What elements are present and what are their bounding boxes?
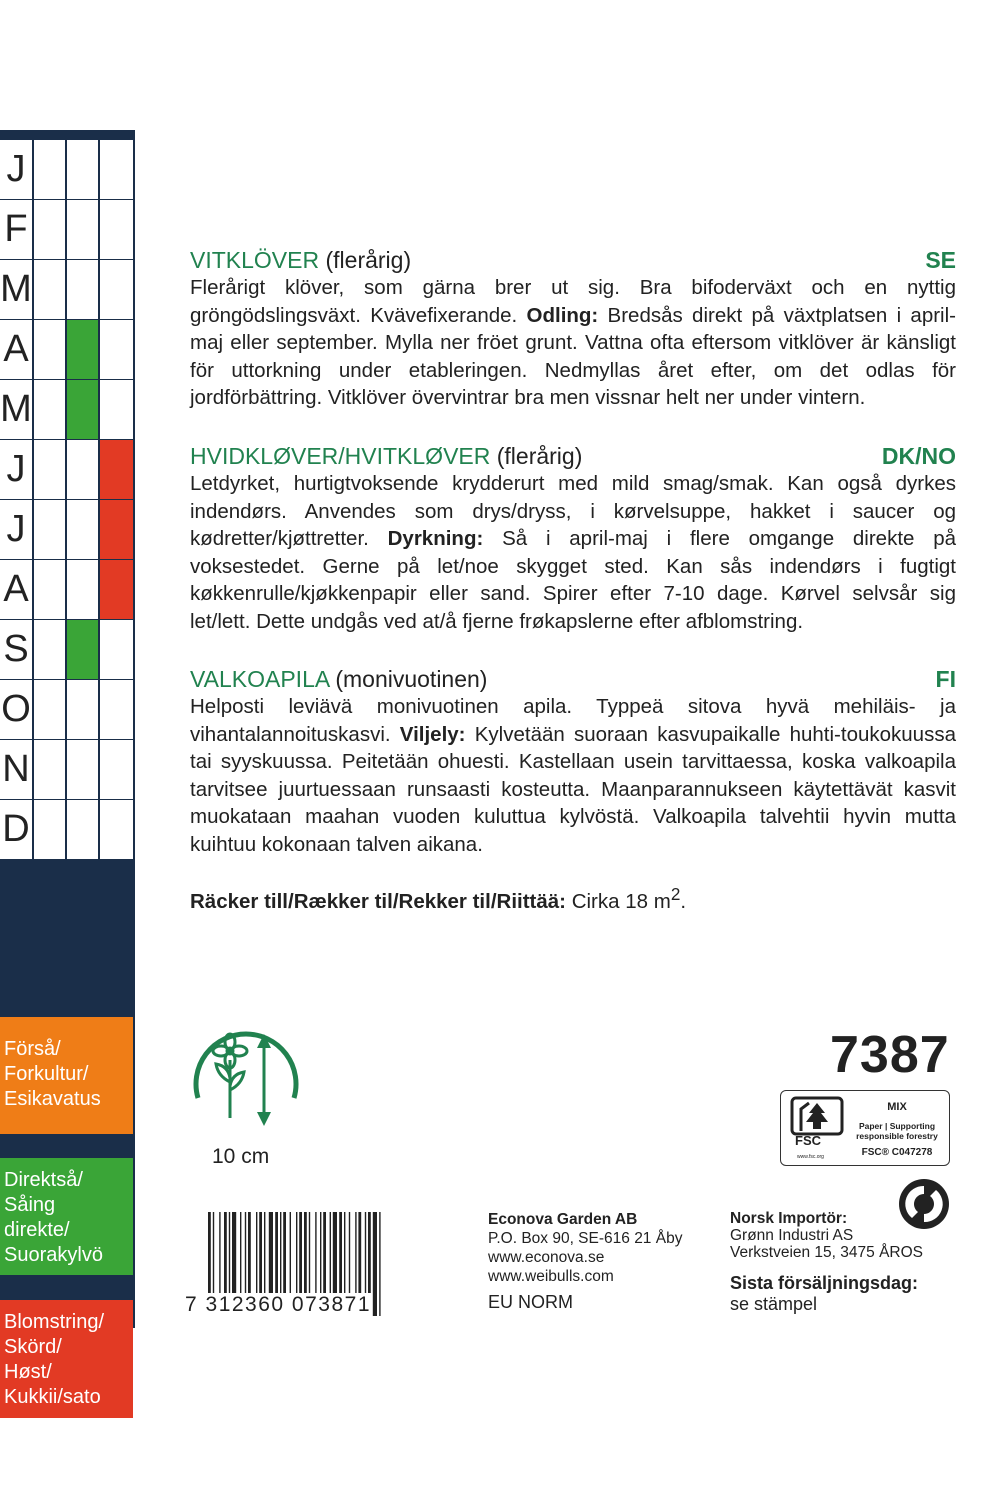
barcode-bar	[219, 1212, 220, 1294]
fsc-mix: MIX	[887, 1101, 907, 1113]
month-cell	[34, 380, 65, 439]
month-cell	[34, 140, 65, 199]
month-cell	[67, 320, 98, 379]
month-cell	[34, 620, 65, 679]
barcode-bar	[256, 1212, 257, 1294]
month-row	[0, 260, 133, 320]
fsc-tree-icon	[789, 1095, 845, 1161]
legend-direct-line: Direktså/	[4, 1169, 83, 1191]
sowing-calendar	[0, 130, 135, 1408]
company-web-2: www.weibulls.com	[488, 1268, 614, 1285]
month-cell	[67, 620, 98, 679]
section-dkno-title: HVIDKLØVER/HVITKLØVER	[190, 443, 491, 469]
section-fi-heading	[190, 665, 956, 693]
month-letter: F	[0, 200, 32, 259]
month-cell	[100, 500, 133, 559]
sales-date-value: se stämpel	[730, 1294, 818, 1314]
legend-direct-sow	[0, 1158, 133, 1275]
section-se-title: VITKLÖVER	[190, 247, 320, 273]
month-letter: J	[0, 440, 32, 499]
coverage-value: Cirka 18 m	[571, 889, 671, 913]
month-row	[0, 380, 133, 440]
month-row	[0, 620, 133, 680]
coverage-sup: 2	[670, 885, 681, 904]
section-se	[190, 246, 956, 412]
importer-info	[730, 1210, 923, 1261]
month-letter: D	[0, 800, 32, 859]
month-cell	[34, 560, 65, 619]
month-row	[0, 320, 133, 380]
barcode-bar	[355, 1212, 356, 1294]
section-dkno-lang: DK/NO	[881, 443, 956, 469]
fsc-desc: Paper | Supporting responsible forestry	[856, 1121, 938, 1141]
month-cell	[67, 680, 98, 739]
month-cell	[67, 200, 98, 259]
barcode-bar	[373, 1212, 377, 1316]
section-se-body	[190, 274, 956, 412]
month-cell	[67, 560, 98, 619]
month-cell	[34, 440, 65, 499]
month-row	[0, 200, 133, 260]
month-row	[0, 740, 133, 800]
fsc-abbr: FSC	[795, 1133, 821, 1148]
plant-spacing-icon	[190, 1020, 302, 1132]
section-dkno-heading	[190, 442, 956, 470]
legend-presow-line: Förså/	[4, 1038, 61, 1060]
month-cell	[100, 800, 133, 859]
month-cell	[100, 620, 133, 679]
section-dkno-bold: Dyrkning:	[387, 527, 484, 550]
legend-direct-line: Såing	[4, 1194, 56, 1216]
barcode-bar	[344, 1212, 345, 1294]
fsc-url: www.fsc.org	[797, 1154, 824, 1160]
legend-bloom-line: Kukkii/sato	[4, 1386, 101, 1408]
barcode-bar	[333, 1212, 337, 1294]
month-cell	[67, 140, 98, 199]
month-cell	[67, 800, 98, 859]
barcode-bar	[224, 1212, 227, 1294]
month-cell	[100, 320, 133, 379]
section-se-lang: SE	[925, 247, 956, 273]
section-fi-bold: Viljely:	[399, 722, 466, 746]
legend-presow-line: Forkultur/	[4, 1063, 89, 1085]
section-se-text: Bredsås direkt på växtplatsen i april-maj eller september. Mylla ner fröet grunt. Vattna ofta eftersom vitklöver är känsligt för uttorkning under etableringen. Nedmyllas året efter, om det odlas för jordförbättring. Vitklöver övervintrar bra men vissnar helt ner under vintern.	[190, 303, 956, 409]
section-dkno-text: Så i april-maj i flere omgange direkte på voksestedet. Gerne på let/noe skygget sted. Kan sås indendørs i fugtigt køkkenrulle/kjøkkenpapir eller sand. Spirer efter 7-10 dage. Kørvel selvsår sig let/lett. Dette undgås ved at/å fjerne frøkapslerne efter afblomstring.	[190, 527, 956, 633]
company-info	[488, 1210, 682, 1286]
barcode-bar	[323, 1212, 326, 1294]
legend-bloom-harvest	[0, 1300, 133, 1418]
month-row	[0, 140, 133, 200]
coverage-end: .	[680, 889, 687, 913]
section-fi-body	[190, 693, 956, 858]
sales-date	[730, 1273, 918, 1315]
month-letter: O	[0, 680, 32, 739]
eu-norm: EU NORM	[488, 1292, 573, 1312]
month-cell	[34, 500, 65, 559]
legend-direct-line: direkte/	[4, 1219, 70, 1241]
month-row	[0, 800, 133, 860]
month-cell	[34, 320, 65, 379]
legend-bloom-line: Høst/	[4, 1361, 52, 1383]
month-cell	[67, 740, 98, 799]
month-cell	[34, 680, 65, 739]
section-fi-text: Helposti leviävä monivuotinen apila. Typpeä sitova hyvä mehiläis- ja vihantalannoituskasvi.	[190, 695, 956, 746]
month-letter: A	[0, 320, 32, 379]
month-letter: M	[0, 260, 32, 319]
barcode-bar	[275, 1212, 278, 1294]
month-cell	[100, 260, 133, 319]
month-row	[0, 500, 133, 560]
barcode-bar	[358, 1212, 361, 1294]
importer-label: Norsk Importör:	[730, 1210, 848, 1227]
barcode-bar	[339, 1212, 342, 1294]
section-fi-text: Kylvetään suoraan kasvupaikalle huhti-toukokuussa tai syyskuussa. Peitetään ohuesti. Kastellaan usein tarvittaessa, koska valkoapila tarvitsee juurtuessaan runsaasti kosteutta. Maanparannukseen käytettävät kasvit muokataan maahan vuoden kuluttua kylvöstä. Valkoapila talvehtii hyvin mutta kuihtuu kokonaan talven aikana.	[190, 722, 956, 856]
section-dkno-subtitle: (flerårig)	[496, 443, 583, 469]
month-cell	[34, 200, 65, 259]
month-cell	[34, 260, 65, 319]
company-name: Econova Garden AB	[488, 1211, 638, 1228]
barcode-bar	[309, 1212, 310, 1294]
fsc-code: FSC® C047278	[861, 1147, 933, 1158]
month-cell	[67, 260, 98, 319]
barcode-bar	[283, 1212, 286, 1294]
importer-name: Grønn Industri AS	[730, 1227, 854, 1244]
barcode-bar	[368, 1212, 371, 1294]
month-letter: A	[0, 560, 32, 619]
importer-address: Verkstveien 15, 3475 ÅROS	[730, 1244, 924, 1261]
month-cell	[34, 800, 65, 859]
month-cell	[67, 380, 98, 439]
barcode-bar	[248, 1212, 251, 1294]
section-dkno	[190, 442, 956, 635]
month-row	[0, 560, 133, 620]
barcode-bar	[290, 1212, 291, 1294]
legend-direct-line: Suorakylvö	[4, 1244, 103, 1266]
month-cell	[100, 560, 133, 619]
legend-presow	[0, 1017, 133, 1134]
barcode-bar	[330, 1212, 331, 1294]
barcode-bar	[379, 1212, 380, 1316]
month-letter: J	[0, 500, 32, 559]
section-fi-subtitle: (monivuotinen)	[335, 666, 488, 692]
barcode-bar	[315, 1212, 316, 1294]
section-se-heading	[190, 246, 956, 274]
month-cell	[100, 200, 133, 259]
section-fi-title: VALKOAPILA	[190, 666, 329, 692]
barcode-bar	[320, 1212, 321, 1294]
company-address: P.O. Box 90, SE-616 21 Åby	[488, 1230, 683, 1247]
barcode-bar	[269, 1212, 273, 1294]
month-letter: N	[0, 740, 32, 799]
barcode-bar	[304, 1212, 307, 1294]
spacing-label: 10 cm	[212, 1145, 270, 1168]
legend-bloom-line: Blomstring/	[4, 1311, 105, 1333]
barcode-bar	[264, 1212, 265, 1294]
barcode-bar	[229, 1212, 230, 1294]
section-se-bold: Odling:	[526, 303, 599, 327]
sales-date-label: Sista försäljningsdag:	[730, 1273, 919, 1293]
coverage-line	[190, 885, 686, 914]
barcode-bar	[259, 1212, 262, 1294]
month-cell	[67, 500, 98, 559]
section-dkno-text: Letdyrket, hurtigtvoksende krydderurt med mild smag/smak. Kan også dyrkes indendørs. Anvendes som drys/dryss, i kørvelsuppe, hakket i saucer og kødretter/kjøttretter.	[190, 472, 956, 550]
month-cell	[100, 140, 133, 199]
barcode-bar	[232, 1212, 236, 1294]
barcode-bar	[240, 1212, 241, 1294]
company-web-1: www.econova.se	[488, 1249, 605, 1266]
month-row	[0, 440, 133, 500]
month-cell	[100, 380, 133, 439]
barcode-digits: 7 312360 073871	[185, 1293, 371, 1316]
legend-bloom-line: Skörd/	[4, 1336, 62, 1358]
month-letter: S	[0, 620, 32, 679]
month-row	[0, 680, 133, 740]
article-number: 7387	[830, 1026, 950, 1084]
section-se-text: Flerårigt klöver, som gärna brer ut sig. Bra bifoderväxt och en nyttig gröngödslingsväxt. Kvävefixerande.	[190, 276, 956, 327]
month-cell	[34, 740, 65, 799]
month-cell	[100, 740, 133, 799]
section-se-subtitle: (flerårig)	[325, 247, 412, 273]
barcode-bar	[245, 1212, 246, 1294]
barcode-bar	[349, 1212, 350, 1294]
barcode-bar	[365, 1212, 366, 1294]
month-letter: J	[0, 140, 32, 199]
section-fi	[190, 665, 956, 858]
month-letter: M	[0, 380, 32, 439]
month-cell	[100, 680, 133, 739]
month-cell	[67, 440, 98, 499]
coverage-label: Räcker till/Rækker til/Rekker til/Riittää:	[190, 889, 566, 913]
section-dkno-body	[190, 470, 956, 635]
section-fi-lang: FI	[935, 666, 956, 692]
barcode-bar	[280, 1212, 281, 1294]
fsc-label	[780, 1090, 950, 1166]
legend-presow-line: Esikavatus	[4, 1088, 101, 1110]
month-cell	[100, 440, 133, 499]
